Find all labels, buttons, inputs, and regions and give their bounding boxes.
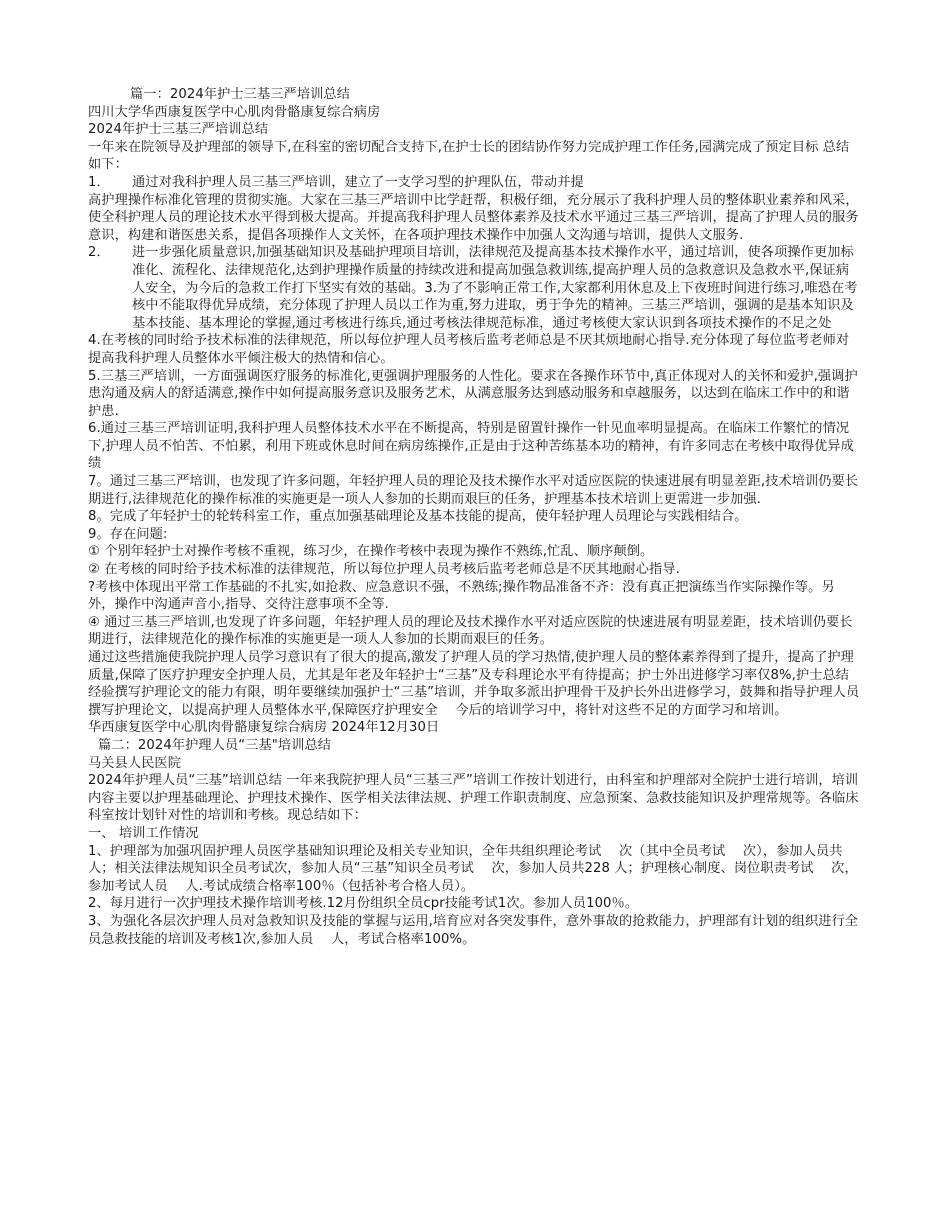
paragraph-8: 8。完成了年轻护士的轮转科室工作，重点加强基础理论及基本技能的提高，使年轻护理人员理论与实践相结合。 bbox=[88, 509, 748, 525]
paragraph-1-continuation: 高护理操作标准化管理的贯彻实施。大家在三基三严培训中比学赶帮，积极仔细，充分展示了我科护理人员的整体职业素养和风采，使全科护理人员的理论技术水平得到极大提高。并提高我科护理人员整体素养及技术水平通过三基三严培训，提高了护理人员的服务意识，构建和谐医患关系，提倡各项操作人文关怀，在各项护理技术操作中加强人文沟通与培训，提供人文服务. bbox=[88, 192, 859, 243]
paragraph-training-1: 1、护理部为加强巩固护理人员医学基础知识理论及相关专业知识，全年共组织理论考试 次（其中全员考试 次），参加人员共人；相关法律法规知识全员考试次，参加人员“三基”知识全员考试 次，参加人员共228 人；护理核心制度、岗位职责考试 次，参加考试人员 人.考试成绩合格率100％（包括补考合格人员）。 bbox=[88, 843, 858, 894]
list-item-text: 通过对我科护理人员三基三严培训，建立了一支学习型的护理队伍，带动并提 bbox=[132, 174, 584, 190]
paragraph-training-3: 3、为强化各层次护理人员对急救知识及技能的掌握与运用,培育应对各突发事件，意外事故的抢救能力，护理部有计划的组织进行全员急救技能的培训及考核1次,参加人员 人，考试合格率100%。 bbox=[88, 913, 859, 947]
report-subtitle: 2024年护士三基三严培训总结 bbox=[88, 122, 269, 138]
section-heading-1: 一、 培训工作情况 bbox=[88, 825, 199, 841]
list-item-text: 进一步强化质量意识,加强基础知识及基础护理项目培训，法律规范及提高基本技术操作水平，通过培训，使各项操作更加标准化、流程化、法律规范化,达到护理操作质量的持续改进和提高加强急救训练,提高护理人员的急救意识及急救水平,保证病人安全，为今后的急救工作打下坚实有效的基础。3.为了不影响正常工作,大家都利用休息及上下夜班时间进行练习,唯恐在考核中不能取得优异成绩，充分体现了护理人员以工作为重,努力进取，勇于争先的精神。三基三严培训，强调的是基本知识及基本技能、基本理论的掌握,通过考核进行练兵,通过考核法律规范标准，通过考核使大家认识到各项技术操作的不足之处 bbox=[132, 245, 858, 331]
paragraph-5: 5.三基三严培训，一方面强调医疗服务的标准化,更强调护理服务的人性化。要求在各操作环节中,真正体现对人的关怀和爱护,强调护患沟通及病人的舒适满意,操作中如何提高服务意识及服务艺术，从满意服务达到感动服务和卓越服务，以达到在临床工作中的和谐护患. bbox=[88, 368, 858, 419]
paragraph-summary: 通过这些措施使我院护理人员学习意识有了很大的提高,激发了护理人员的学习热情,使护理人员的整体素养得到了提升，提高了护理质量,保障了医疗护理安全护理人员，尤其是年老及年轻护士“三基”及专科理论水平有待提高；护士外出进修学习率仅8%,护士总结经验撰写护理论文的能力有限，明年要继续加强护士“三基”培训，并争取多派出护理骨干及护长外出进修学习，鼓舞和指导护理人员撰写护理论文，以提高护理人员整体水平,保障医疗护理安全 今后的培训学习中，将针对这些不足的方面学习和培训。 bbox=[88, 650, 860, 718]
document-body bbox=[88, 86, 860, 948]
signature-date: 华西康复医学中心肌肉骨骼康复综合病房 2024年12月30日 bbox=[88, 720, 440, 736]
paragraph-6: 6.通过三基三严培训证明,我科护理人员整体技术水平在不断提高，特别是留置针操作一针见血率明显提高。在临床工作繁忙的情况下,护理人员不怕苦、不怕累，利用下班或休息时间在病房练操作,正是由于这种苦练基本功的精神，有许多同志在考核中取得优异成绩 bbox=[88, 421, 854, 472]
article-title-1: 篇一：2024年护士三基三严培训总结 bbox=[130, 87, 350, 102]
list-number: 1． bbox=[88, 174, 110, 190]
article-title-2: 篇二：2024年护理人员“三基"培训总结 bbox=[98, 737, 332, 753]
paragraph-7: 7。通过三基三严培训，也发现了许多问题，年轻护理人员的理论及技术操作水平对适应医院的快速进展有明显差距,技术培训仍要长期进行,法律规范化的操作标准的实施更是一项人人参加的长期而艰巨的任务，护理基本技术培训上更需进一步加强. bbox=[88, 474, 859, 507]
list-number: 2． bbox=[88, 245, 110, 261]
problem-1: ① 个别年轻护士对操作考核不重视，练习少，在操作考核中表现为操作不熟练,忙乱、顺序颠倒。 bbox=[88, 544, 654, 560]
problem-2: ② 在考核的同时给予技术标准的法律规范，所以每位护理人员考核后监考老师总是不厌其地耐心指导. bbox=[88, 562, 680, 578]
problem-3: ?考核中体现出平常工作基础的不扎实,如抢救、应急意识不强，不熟练;操作物品准备不齐：没有真正把演练当作实际操作等。另外，操作中沟通声音小,指导、交待注意事项不全等. bbox=[88, 579, 835, 613]
list-item-2 bbox=[88, 244, 860, 332]
intro-paragraph: 一年来在院领导及护理部的领导下,在科室的密切配合支持下,在护士长的团结协作努力完成护理工作任务,园满完成了预定目标 总结如下： bbox=[88, 139, 850, 173]
paragraph-article2-intro: 2024年护理人员“三基”培训总结 一年来我院护理人员“三基三严”培训工作按计划进行，由科室和护理部对全院护士进行培训，培训内容主要以护理基础理论、护理技术操作、医学相关法律法规、护理工作职责制度、应急预案、急救技能知识及护理常规等。各临床科室按计划针对性的培训和考核。现总结如下： bbox=[88, 773, 859, 824]
paragraph-training-2: 2、每月进行一次护理技术操作培训考核.12月份组织全员cpr技能考试1次。参加人员100％。 bbox=[88, 896, 639, 912]
paragraph-4: 4.在考核的同时给予技术标准的法律规范，所以每位护理人员考核后监考老师总是不厌其烦地耐心指导.充分体现了每位监考老师对提高我科护理人员整体水平倾注极大的热情和信心。 bbox=[88, 333, 850, 366]
list-item-1 bbox=[88, 174, 860, 192]
problem-4: ④ 通过三基三严培训,也发现了许多问题，年轻护理人员的理论及技术操作水平对适应医院的快速进展有明显差距，技术培训仍要长期进行，法律规范化的操作标准的实施更是一项人人参加的长期而艰巨的任务。 bbox=[88, 614, 853, 648]
paragraph-9: 9。存在问题: bbox=[88, 526, 168, 542]
hospital-name: 马关县人民医院 bbox=[88, 755, 182, 771]
hospital-department: 四川大学华西康复医学中心肌肉骨骼康复综合病房 bbox=[88, 104, 381, 120]
